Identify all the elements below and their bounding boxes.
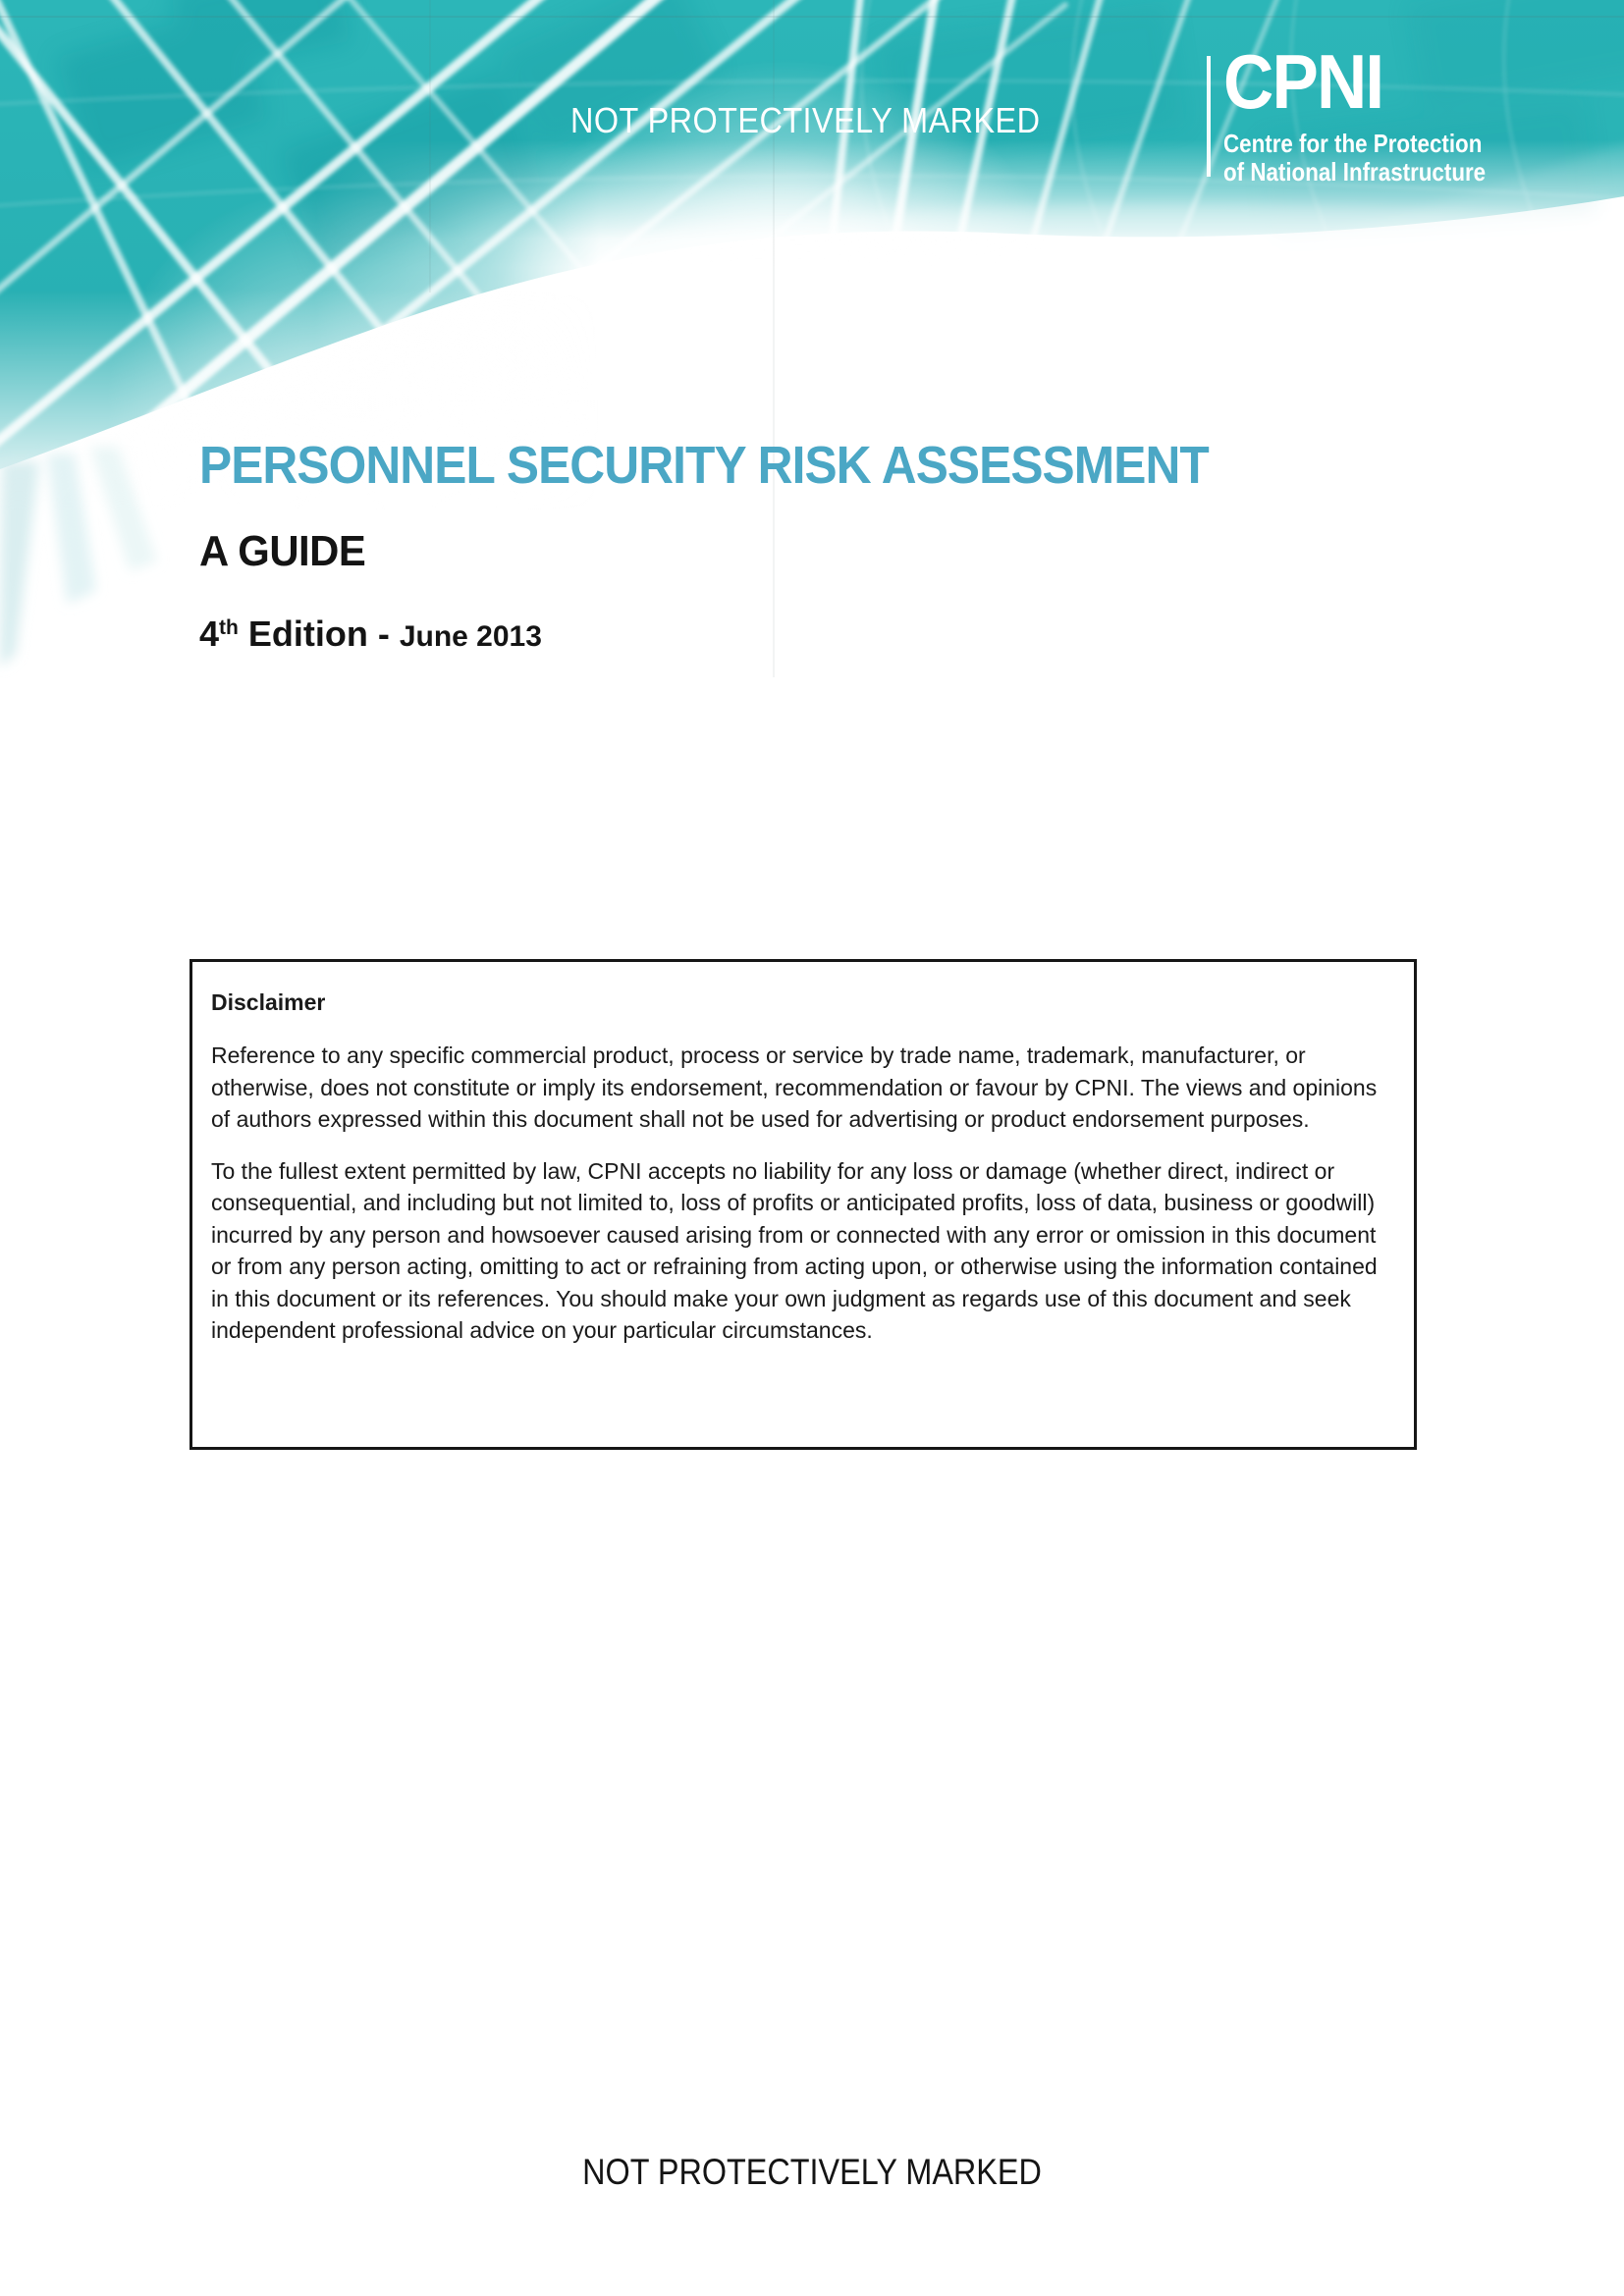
header-classification: NOT PROTECTIVELY MARKED [570,100,1041,140]
disclaimer-box [189,959,1417,1450]
cpni-logo-acronym: CPNI [1223,38,1383,125]
page-title: PERSONNEL SECURITY RISK ASSESSMENT [199,436,1209,495]
edition-ordinal-suffix: th [219,616,239,640]
logo-divider [1207,56,1211,177]
disclaimer-paragraph-1: Reference to any specific commercial product, process or service by trade name, trademark, manufacturer, or otherwise, does not constitute or imply its endorsement, recommendation or favour by CPNI. The views and opinions of authors expressed within this document shall not be used for advertising or product endorsement purposes. [211,1042,1378,1132]
cpni-logo-tagline-line1: Centre for the Protection [1223,129,1483,158]
disclaimer-paragraph-2: To the fullest extent permitted by law, CPNI accepts no liability for any loss or damage (whether direct, indirect or consequential, and including but not limited to, loss of profits or anticipated profits, loss of data, business or goodwill) incurred by any person and howsoever caused arising from or connected with any error or omission in this document or from any person acting, omitting to act or refraining from acting upon, or otherwise using the information contained in this document or its references. You should make your own judgment as regards use of this document and seek independent professional advice on your particular circumstances. [211,1157,1378,1343]
footer-classification: NOT PROTECTIVELY MARKED [582,2152,1042,2192]
cpni-logo-tagline-line2: of National Infrastructure [1223,157,1487,187]
disclaimer-heading: Disclaimer [211,989,326,1015]
edition-date: June 2013 [399,620,542,653]
edition-line [199,616,542,655]
edition-number: 4 [199,614,220,654]
page-subtitle: A GUIDE [199,527,366,575]
cpni-logo-tagline [1223,130,1486,187]
edition-label: Edition - [238,614,400,654]
